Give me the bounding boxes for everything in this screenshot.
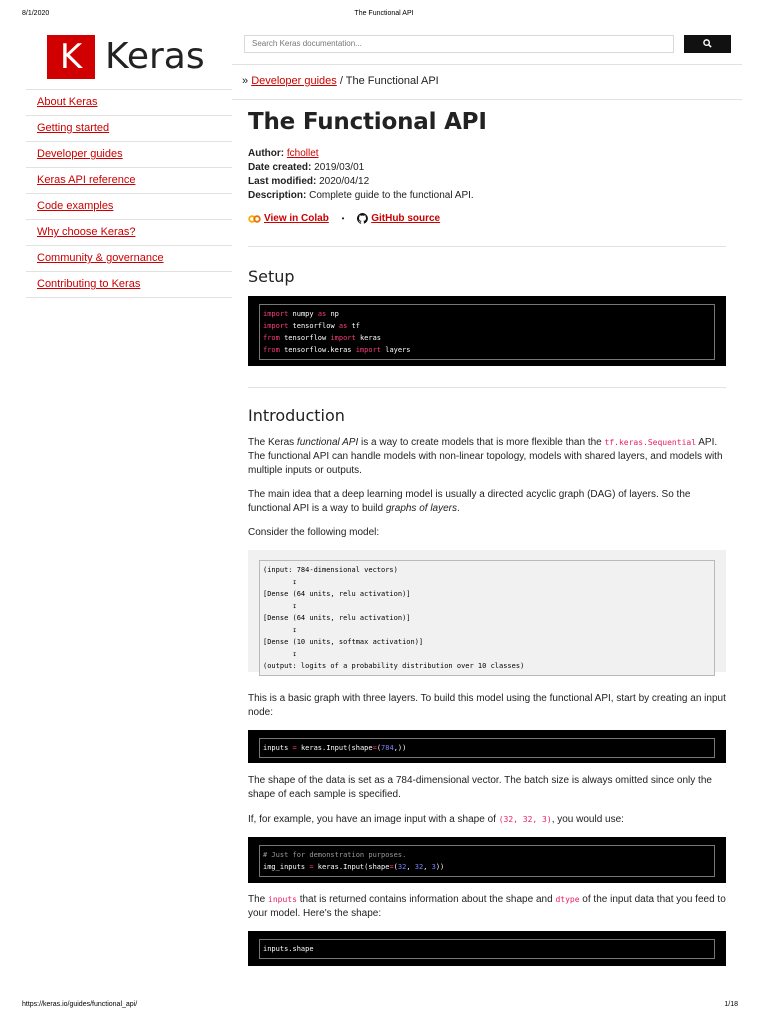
inline-code-inputs: inputs (268, 895, 297, 904)
intro-paragraph-2: The main idea that a deep learning model is usually a directed acyclic graph (DAG) of layers. So the functional API is a way to build graphs of layers. (248, 489, 691, 514)
code-block-inputs[interactable] (248, 730, 726, 763)
logo-mark: K (47, 35, 95, 79)
intro-paragraph-7: The inputs that is returned contains information about the shape and dtype of the input data that you feed to your model. Here's the shape: (248, 894, 726, 919)
heading-setup: Setup (248, 267, 295, 286)
code-inputs: inputs = keras.Input(shape=(784,)) (259, 738, 715, 758)
search-input[interactable]: Search Keras documentation... (244, 35, 674, 53)
divider (248, 246, 726, 247)
print-date: 8/1/2020 (22, 10, 50, 17)
breadcrumb (242, 75, 439, 87)
author-label: Author: (248, 148, 285, 159)
colab-icon (248, 215, 261, 223)
inline-code-dtype: dtype (555, 895, 580, 904)
created-date: 2019/03/01 (314, 162, 365, 173)
article-meta (248, 147, 474, 203)
search-icon (703, 39, 712, 48)
divider (248, 387, 726, 388)
intro-paragraph-4: This is a basic graph with three layers. To build this model using the functional API, start by creating an input node: (248, 693, 726, 718)
code-shape: inputs.shape (259, 939, 715, 959)
sidebar-item-label[interactable]: Contributing to Keras (37, 278, 141, 290)
print-footer (0, 1001, 768, 1013)
description-label: Description: (248, 190, 307, 201)
sidebar-item-why-keras[interactable] (26, 219, 232, 245)
sidebar-nav (26, 89, 232, 298)
logo-wordmark: Keras (105, 36, 205, 77)
sidebar-item-community[interactable] (26, 245, 232, 271)
code-block-diagram[interactable] (248, 550, 726, 672)
sidebar-item-code-examples[interactable] (26, 193, 232, 219)
sidebar-item-label[interactable]: Developer guides (37, 148, 123, 160)
sidebar-item-label[interactable]: About Keras (37, 96, 98, 108)
source-links (248, 213, 440, 227)
inline-code-sequential: tf.keras.Sequential (604, 438, 697, 447)
breadcrumb-link-developer-guides[interactable]: Developer guides (251, 75, 337, 87)
sidebar-item-label[interactable]: Getting started (37, 122, 110, 134)
code-setup: import numpy as np import tensorflow as tf from tensorflow import keras from tensorflow.keras import layers (259, 304, 715, 360)
print-url: https://keras.io/guides/functional_api/ (22, 1001, 138, 1008)
intro-paragraph-5: The shape of the data is set as a 784-dimensional vector. The batch size is always omitted since only the shape of each sample is specified. (248, 775, 712, 800)
print-title: The Functional API (354, 10, 414, 17)
sidebar-item-getting-started[interactable] (26, 115, 232, 141)
code-block-setup[interactable] (248, 296, 726, 366)
sidebar-item-about[interactable] (26, 89, 232, 115)
page-title: The Functional API (248, 109, 487, 135)
sidebar-item-contributing[interactable] (26, 271, 232, 298)
sidebar-item-label[interactable]: Community & governance (37, 252, 164, 264)
author-link[interactable]: fchollet (286, 148, 319, 159)
code-block-img-inputs[interactable] (248, 837, 726, 883)
created-label: Date created: (248, 162, 312, 173)
model-diagram: (input: 784-dimensional vectors) ↧ [Dense (64 units, relu activation)] ↧ [Dense (64 units, relu activation)] ↧ [Dense (10 units, softmax activation)] ↧ (output: logits of a probability distribution over 10 classes) (259, 560, 715, 676)
github-icon (357, 213, 368, 224)
print-header (0, 10, 768, 22)
description-text: Complete guide to the functional API. (309, 190, 474, 201)
sidebar-item-label[interactable]: Keras API reference (37, 174, 136, 186)
keras-logo[interactable] (47, 35, 205, 80)
intro-paragraph-3: Consider the following model: (248, 527, 380, 538)
code-img-inputs: # Just for demonstration purposes. img_inputs = keras.Input(shape=(32, 32, 3)) (259, 845, 715, 877)
breadcrumb-current: The Functional API (345, 75, 439, 87)
view-in-colab-link[interactable]: View in Colab (264, 213, 329, 225)
sidebar-item-label[interactable]: Code examples (37, 200, 114, 212)
breadcrumb-separator: / (339, 75, 343, 87)
link-separator: • (341, 214, 345, 224)
intro-paragraph-6: If, for example, you have an image input with a shape of (32, 32, 3), you would use: (248, 814, 624, 825)
sidebar-item-developer-guides[interactable] (26, 141, 232, 167)
breadcrumb-prefix: » (242, 75, 249, 87)
print-page-number: 1/18 (724, 1001, 738, 1008)
heading-introduction: Introduction (248, 406, 345, 425)
inline-code-shape: (32, 32, 3) (498, 815, 552, 824)
sidebar-item-label[interactable]: Why choose Keras? (37, 226, 136, 238)
search-button[interactable] (684, 35, 731, 53)
sidebar-item-api-reference[interactable] (26, 167, 232, 193)
modified-date: 2020/04/12 (319, 176, 370, 187)
breadcrumb-bar (232, 64, 742, 100)
github-source-link[interactable]: GitHub source (371, 213, 441, 225)
intro-paragraph-1: The Keras functional API is a way to create models that is more flexible than the tf.keras.Sequential API. The functional API can handle models with non-linear topology, models with shared layers, and models with multiple inputs or outputs. (248, 437, 723, 476)
code-block-shape[interactable] (248, 931, 726, 966)
modified-label: Last modified: (248, 176, 317, 187)
